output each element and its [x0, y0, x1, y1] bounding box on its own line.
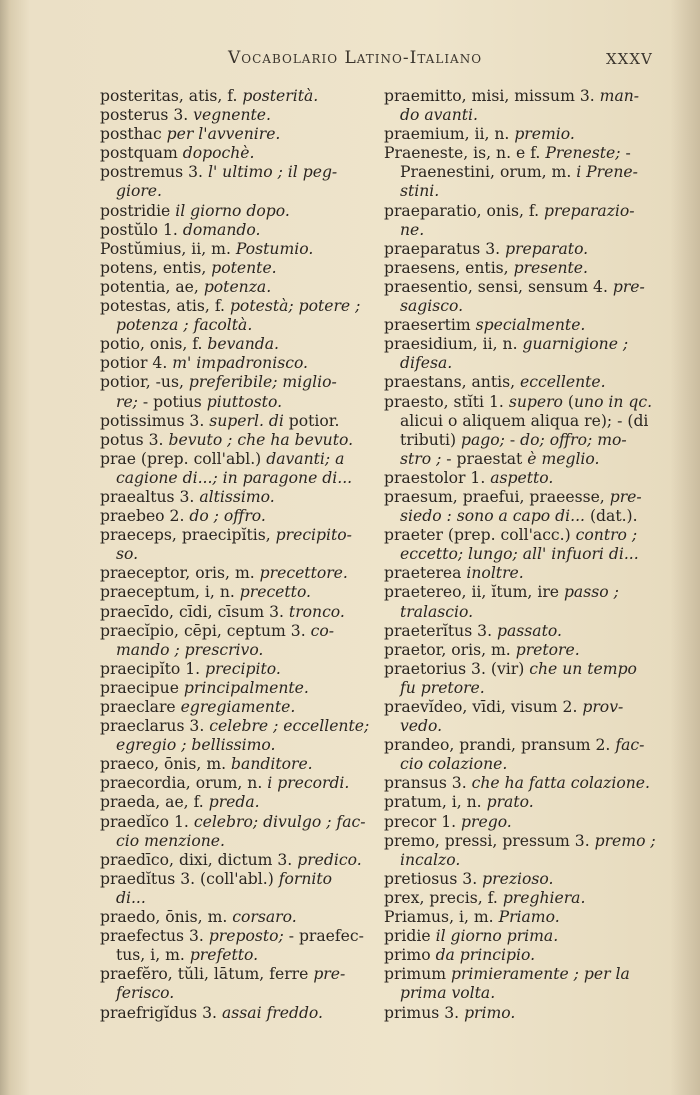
translation-text: giore. — [116, 182, 162, 201]
translation-text: cagione di...; in paragone di... — [116, 468, 353, 487]
headword-text: praeclare — [100, 698, 181, 716]
dictionary-line — [100, 755, 378, 774]
dictionary-line — [100, 259, 378, 278]
dictionary-line — [100, 182, 378, 201]
headword-text: - — [504, 430, 521, 449]
headword-text: - potius — [137, 392, 207, 411]
translation-text: sagisco. — [400, 297, 464, 316]
translation-text: potente. — [211, 258, 277, 277]
translation-text: prima volta. — [400, 984, 496, 1003]
translation-text: Postumio. — [235, 239, 314, 258]
dictionary-line — [384, 221, 664, 240]
headword-text: praevĭdeo, vīdi, visum 2. — [384, 698, 583, 716]
translation-text: specialmente. — [475, 316, 586, 335]
translation-text: cio colazione. — [400, 755, 508, 774]
translation-text: do ; offro. — [189, 507, 266, 526]
translation-text: pre- — [313, 965, 346, 984]
translation-text: do; offro; mo- — [520, 430, 627, 449]
headword-text: praedo, ōnis, m. — [100, 908, 233, 927]
translation-text: pretore. — [515, 640, 580, 659]
dictionary-line — [384, 297, 664, 316]
dictionary-line — [384, 412, 664, 431]
dictionary-line — [100, 870, 378, 889]
headword-text: prandeo, prandi, pransum 2. — [384, 736, 616, 755]
headword-text: praeter (prep. coll'acc.) — [384, 526, 576, 545]
dictionary-line — [100, 278, 378, 297]
headword-text: - praestat — [441, 449, 528, 468]
headword-text: praecipue — [100, 678, 184, 697]
headword-text: potio, onis, f. — [100, 335, 208, 354]
dictionary-line — [384, 660, 664, 679]
dictionary-line — [100, 965, 378, 984]
translation-text: assai freddo. — [221, 1003, 324, 1022]
headword-text: postquam — [100, 144, 183, 163]
translation-text: corsaro. — [232, 908, 297, 927]
headword-text: pretiosus 3. — [384, 869, 483, 888]
translation-text: stini. — [400, 182, 440, 201]
headword-text: potens, entis, — [100, 258, 212, 277]
translation-text: preda. — [208, 793, 260, 812]
dictionary-line — [100, 469, 378, 488]
headword-text: praeparatio, onis, f. — [384, 201, 545, 220]
headword-text: posteritas, atis, f. — [100, 87, 243, 105]
dictionary-line — [100, 488, 378, 507]
translation-text: precettore. — [259, 564, 348, 583]
dictionary-line — [100, 984, 378, 1003]
translation-text: prego. — [461, 812, 512, 831]
dictionary-line — [384, 736, 664, 755]
headword-text: praemitto, misi, missum 3. — [384, 87, 600, 105]
dictionary-line — [100, 1004, 378, 1023]
translation-text: altissimo. — [199, 487, 275, 506]
dictionary-line — [100, 660, 378, 679]
translation-text: che un tempo — [529, 659, 637, 678]
translation-text: passato. — [497, 621, 562, 640]
translation-text: precipito- — [275, 526, 352, 545]
headword-text: postridie — [100, 201, 176, 220]
dictionary-line — [100, 679, 378, 698]
translation-text: pago; — [461, 430, 505, 449]
translation-text: premio. — [514, 125, 575, 144]
headword-text: primo — [384, 946, 436, 965]
translation-text: celebre ; eccellente; — [209, 717, 370, 736]
page-header — [0, 48, 700, 72]
headword-text: Postŭmius, ii, m. — [100, 239, 236, 258]
translation-text: prov- — [582, 698, 624, 716]
dictionary-line — [100, 106, 378, 125]
dictionary-line — [384, 450, 664, 469]
headword-text: tus, i, m. — [116, 946, 190, 965]
dictionary-line — [100, 202, 378, 221]
translation-text: il giorno prima. — [435, 927, 559, 946]
headword-text: praetereo, ii, ĭtum, ire — [384, 583, 564, 602]
translation-text: potestà; potere ; — [229, 297, 361, 316]
dictionary-line — [384, 87, 664, 106]
headword-text: praesto, stĭti 1. — [384, 392, 509, 411]
headword-text: potissimus 3. — [100, 411, 210, 430]
headword-text: praesentio, sensi, sensum 4. — [384, 277, 613, 296]
translation-text: posterità. — [242, 87, 319, 105]
dictionary-line — [100, 813, 378, 832]
headword-text: praeceps, praecipĭtis, — [100, 526, 276, 545]
translation-text: eccellente. — [520, 373, 606, 392]
headword-text: praesidium, ii, n. — [384, 335, 523, 354]
dictionary-line — [384, 774, 664, 793]
dictionary-line — [100, 927, 378, 946]
translation-text: davanti; a — [266, 449, 345, 468]
translation-text: passo ; — [563, 583, 619, 602]
dictionary-line — [384, 813, 664, 832]
dictionary-line — [100, 851, 378, 870]
headword-text: potior. — [288, 411, 340, 430]
headword-text: praesens, entis, — [384, 258, 514, 277]
headword-text: praefĕro, tŭli, lātum, ferre — [100, 965, 314, 984]
dictionary-line — [384, 316, 664, 335]
headword-text: pransus 3. — [384, 774, 472, 793]
dictionary-line — [384, 717, 664, 736]
headword-text: pridie — [384, 927, 436, 946]
translation-text: tronco. — [288, 602, 345, 621]
translation-text: preposto; — [208, 927, 284, 946]
dictionary-line — [100, 698, 378, 717]
dictionary-line — [100, 354, 378, 373]
headword-text: potestas, atis, f. — [100, 297, 230, 316]
headword-text: praestolor 1. — [384, 468, 491, 487]
headword-text: posterus 3. — [100, 106, 194, 125]
translation-text: prato. — [486, 793, 534, 812]
dictionary-line — [384, 870, 664, 889]
translation-text: stro ; — [400, 449, 442, 468]
translation-text: da principio. — [435, 946, 536, 965]
translation-text: celebro; divulgo ; fac- — [193, 812, 366, 831]
translation-text: prefetto. — [189, 946, 259, 965]
dictionary-line — [384, 163, 664, 182]
headword-text: praeparatus 3. — [384, 239, 506, 258]
dictionary-line — [100, 431, 378, 450]
dictionary-line — [100, 832, 378, 851]
translation-text: predico. — [297, 850, 362, 869]
translation-text: contro ; — [575, 526, 638, 545]
dictionary-line — [384, 125, 664, 144]
dictionary-line — [384, 278, 664, 297]
dictionary-line — [100, 641, 378, 660]
dictionary-line — [384, 144, 664, 163]
translation-text: cio menzione. — [116, 831, 225, 850]
headword-text: Praenestini, orum, m. — [400, 163, 577, 182]
translation-text: Priamo. — [498, 908, 560, 927]
translation-text: Preneste; — [545, 144, 621, 163]
dictionary-line — [384, 583, 664, 602]
dictionary-line — [100, 221, 378, 240]
translation-text: do avanti. — [400, 106, 478, 125]
translation-text: aspetto. — [490, 468, 554, 487]
headword-text: praeceptum, i, n. — [100, 583, 240, 602]
dictionary-line — [384, 946, 664, 965]
headword-text: potus 3. — [100, 430, 169, 449]
translation-text: superl. di — [209, 411, 289, 430]
translation-text: fac- — [615, 736, 645, 755]
translation-text: i Prene- — [576, 163, 638, 182]
dictionary-line — [384, 431, 664, 450]
headword-text: praealtus 3. — [100, 487, 200, 506]
headword-text: potior 4. — [100, 354, 173, 373]
dictionary-line — [384, 698, 664, 717]
dictionary-line — [100, 622, 378, 641]
dictionary-line — [384, 927, 664, 946]
headword-text: praecipĭto 1. — [100, 659, 206, 678]
dictionary-line — [100, 545, 378, 564]
dictionary-line — [384, 106, 664, 125]
headword-text: potior, -us, — [100, 373, 189, 392]
dictionary-line — [384, 603, 664, 622]
dictionary-line — [100, 774, 378, 793]
translation-text: pre- — [612, 277, 645, 296]
right-column — [384, 87, 664, 1023]
dictionary-line — [384, 545, 664, 564]
dictionary-line — [100, 144, 378, 163]
translation-text: re; — [116, 392, 138, 411]
dictionary-line — [100, 507, 378, 526]
dictionary-line — [384, 335, 664, 354]
translation-text: prezioso. — [482, 869, 554, 888]
translation-text: supero — [508, 392, 568, 411]
headword-text: (dat.). — [585, 507, 638, 526]
translation-text: primieramente ; per la — [451, 965, 630, 984]
dictionary-line — [384, 373, 664, 392]
headword-text: primum — [384, 965, 451, 984]
headword-text: praeclarus 3. — [100, 717, 210, 736]
headword-text: praefrigĭdus 3. — [100, 1003, 222, 1022]
headword-text: Priamus, i, m. — [384, 908, 499, 927]
dictionary-line — [100, 335, 378, 354]
headword-text: praeterĭtus 3. — [384, 621, 498, 640]
dictionary-line — [384, 182, 664, 201]
dictionary-line — [384, 793, 664, 812]
headword-text: posthac — [100, 125, 167, 144]
translation-text: mando ; prescrivo. — [116, 640, 264, 659]
dictionary-line — [100, 736, 378, 755]
dictionary-line — [100, 717, 378, 736]
dictionary-line — [100, 163, 378, 182]
dictionary-line — [100, 603, 378, 622]
dictionary-line — [384, 641, 664, 660]
translation-text: preparazio- — [544, 201, 635, 220]
translation-text: piuttosto. — [206, 392, 283, 411]
headword-text: ( — [567, 392, 574, 411]
headword-text: praebeo 2. — [100, 507, 190, 526]
dictionary-line — [100, 583, 378, 602]
dictionary-line — [384, 1004, 664, 1023]
translation-text: bevanda. — [207, 335, 279, 354]
headword-text: primus 3. — [384, 1003, 465, 1022]
headword-text: praeda, ae, f. — [100, 793, 209, 812]
dictionary-line — [384, 259, 664, 278]
dictionary-line — [384, 507, 664, 526]
translation-text: preferibile; miglio- — [188, 373, 337, 392]
dictionary-line — [384, 488, 664, 507]
translation-text: domando. — [182, 220, 261, 239]
dictionary-line — [100, 564, 378, 583]
dictionary-line — [100, 393, 378, 412]
dictionary-line — [384, 965, 664, 984]
headword-text: praecīdo, cīdi, cīsum 3. — [100, 602, 289, 621]
dictionary-line — [100, 87, 378, 106]
translation-text: incalzo. — [400, 850, 461, 869]
dictionary-line — [100, 373, 378, 392]
headword-text: tributi) — [400, 430, 462, 449]
dictionary-line — [100, 450, 378, 469]
translation-text: il giorno dopo. — [175, 201, 290, 220]
translation-text: banditore. — [231, 755, 313, 774]
headword-text: pratum, i, n. — [384, 793, 487, 812]
translation-text: principalmente. — [183, 678, 309, 697]
translation-text: difesa. — [400, 354, 453, 373]
translation-text: per l'avvenire. — [166, 125, 281, 144]
headword-text: potentia, ae, — [100, 277, 204, 296]
dictionary-line — [384, 202, 664, 221]
dictionary-line — [100, 946, 378, 965]
headword-text: praesum, praefui, praeesse, — [384, 487, 610, 506]
headword-text: alicui o aliquem aliqua re); - (di — [400, 411, 649, 430]
translation-text: primo. — [464, 1003, 516, 1022]
translation-text: che ha fatta colazione. — [471, 774, 650, 793]
headword-text: premo, pressi, pressum 3. — [384, 831, 595, 850]
dictionary-line — [100, 125, 378, 144]
headword-text: - praefec- — [283, 927, 364, 946]
translation-text: uno in qc. — [574, 392, 653, 411]
headword-text: praeco, ōnis, m. — [100, 755, 232, 774]
dictionary-line — [384, 889, 664, 908]
dictionary-line — [384, 622, 664, 641]
translation-text: vedo. — [400, 717, 443, 736]
translation-text: inoltre. — [466, 564, 524, 583]
translation-text: preghiera. — [502, 888, 586, 907]
headword-text: postremus 3. — [100, 163, 208, 182]
dictionary-line — [100, 526, 378, 545]
dictionary-line — [384, 851, 664, 870]
headword-text: praeterea — [384, 564, 467, 583]
translation-text: pre- — [609, 487, 642, 506]
headword-text: Praeneste, is, n. e f. — [384, 144, 546, 163]
headword-text: praetor, oris, m. — [384, 640, 516, 659]
dictionary-line — [100, 908, 378, 927]
translation-text: dopochè. — [182, 144, 255, 163]
headword-text: praestans, antis, — [384, 373, 520, 392]
translation-text: di... — [116, 888, 146, 907]
headword-text: precor 1. — [384, 812, 462, 831]
translation-text: siedo : sono a capo di... — [400, 507, 585, 526]
translation-text: fornito — [278, 869, 333, 888]
dictionary-line — [384, 832, 664, 851]
translation-text: potenza. — [203, 277, 272, 296]
headword-text: postŭlo 1. — [100, 220, 183, 239]
translation-text: ferisco. — [116, 984, 175, 1003]
dictionary-line — [100, 297, 378, 316]
headword-text: praetorius 3. (vir) — [384, 659, 530, 678]
dictionary-line — [384, 354, 664, 373]
dictionary-line — [384, 564, 664, 583]
translation-text: egregio ; bellissimo. — [116, 736, 276, 755]
translation-text: premo ; — [594, 831, 656, 850]
dictionary-line — [384, 908, 664, 927]
translation-text: m' impadronisco. — [172, 354, 309, 373]
dictionary-line — [384, 984, 664, 1003]
translation-text: guarnigione ; — [522, 335, 629, 354]
dictionary-line — [100, 793, 378, 812]
translation-text: vegnente. — [193, 106, 271, 125]
running-title: Vocabolario Latino-Italiano — [228, 48, 483, 68]
headword-text: praecordia, orum, n. — [100, 774, 268, 793]
headword-text: praemium, ii, n. — [384, 125, 515, 144]
headword-text: prae (prep. coll'abl.) — [100, 449, 267, 468]
translation-text: eccetto; lungo; all' infuori di... — [400, 545, 639, 564]
dictionary-line — [100, 316, 378, 335]
left-column — [100, 87, 378, 1023]
headword-text: praesertim — [384, 316, 476, 335]
translation-text: potenza ; facoltà. — [116, 316, 253, 335]
dictionary-line — [384, 469, 664, 488]
translation-text: preparato. — [505, 239, 589, 258]
translation-text: i precordi. — [267, 774, 350, 793]
translation-text: so. — [116, 545, 139, 564]
translation-text: co- — [310, 621, 335, 640]
headword-text: praedīco, dixi, dictum 3. — [100, 850, 298, 869]
headword-text: prex, precis, f. — [384, 888, 503, 907]
translation-text: fu pretore. — [400, 678, 485, 697]
headword-text: praecĭpio, cēpi, ceptum 3. — [100, 621, 311, 640]
translation-text: l' ultimo ; il peg- — [207, 163, 338, 182]
translation-text: man- — [599, 87, 640, 105]
dictionary-line — [384, 240, 664, 259]
translation-text: presente. — [513, 258, 588, 277]
dictionary-line — [384, 526, 664, 545]
dictionary-line — [384, 755, 664, 774]
headword-text: praeceptor, oris, m. — [100, 564, 260, 583]
dictionary-line — [100, 240, 378, 259]
dictionary-line — [384, 393, 664, 412]
page-number: XXXV — [606, 50, 653, 68]
translation-text: tralascio. — [400, 602, 474, 621]
translation-text: bevuto ; che ha bevuto. — [168, 430, 354, 449]
headword-text: praefectus 3. — [100, 927, 209, 946]
translation-text: egregiamente. — [180, 698, 296, 716]
dictionary-line — [100, 889, 378, 908]
dictionary-line — [384, 679, 664, 698]
translation-text: precipito. — [205, 659, 281, 678]
headword-text: praedĭtus 3. (coll'abl.) — [100, 869, 279, 888]
translation-text: ne. — [400, 220, 425, 239]
headword-text: - — [620, 144, 631, 163]
translation-text: precetto. — [239, 583, 312, 602]
translation-text: è meglio. — [527, 449, 600, 468]
headword-text: praedĭco 1. — [100, 812, 194, 831]
dictionary-line — [100, 412, 378, 431]
